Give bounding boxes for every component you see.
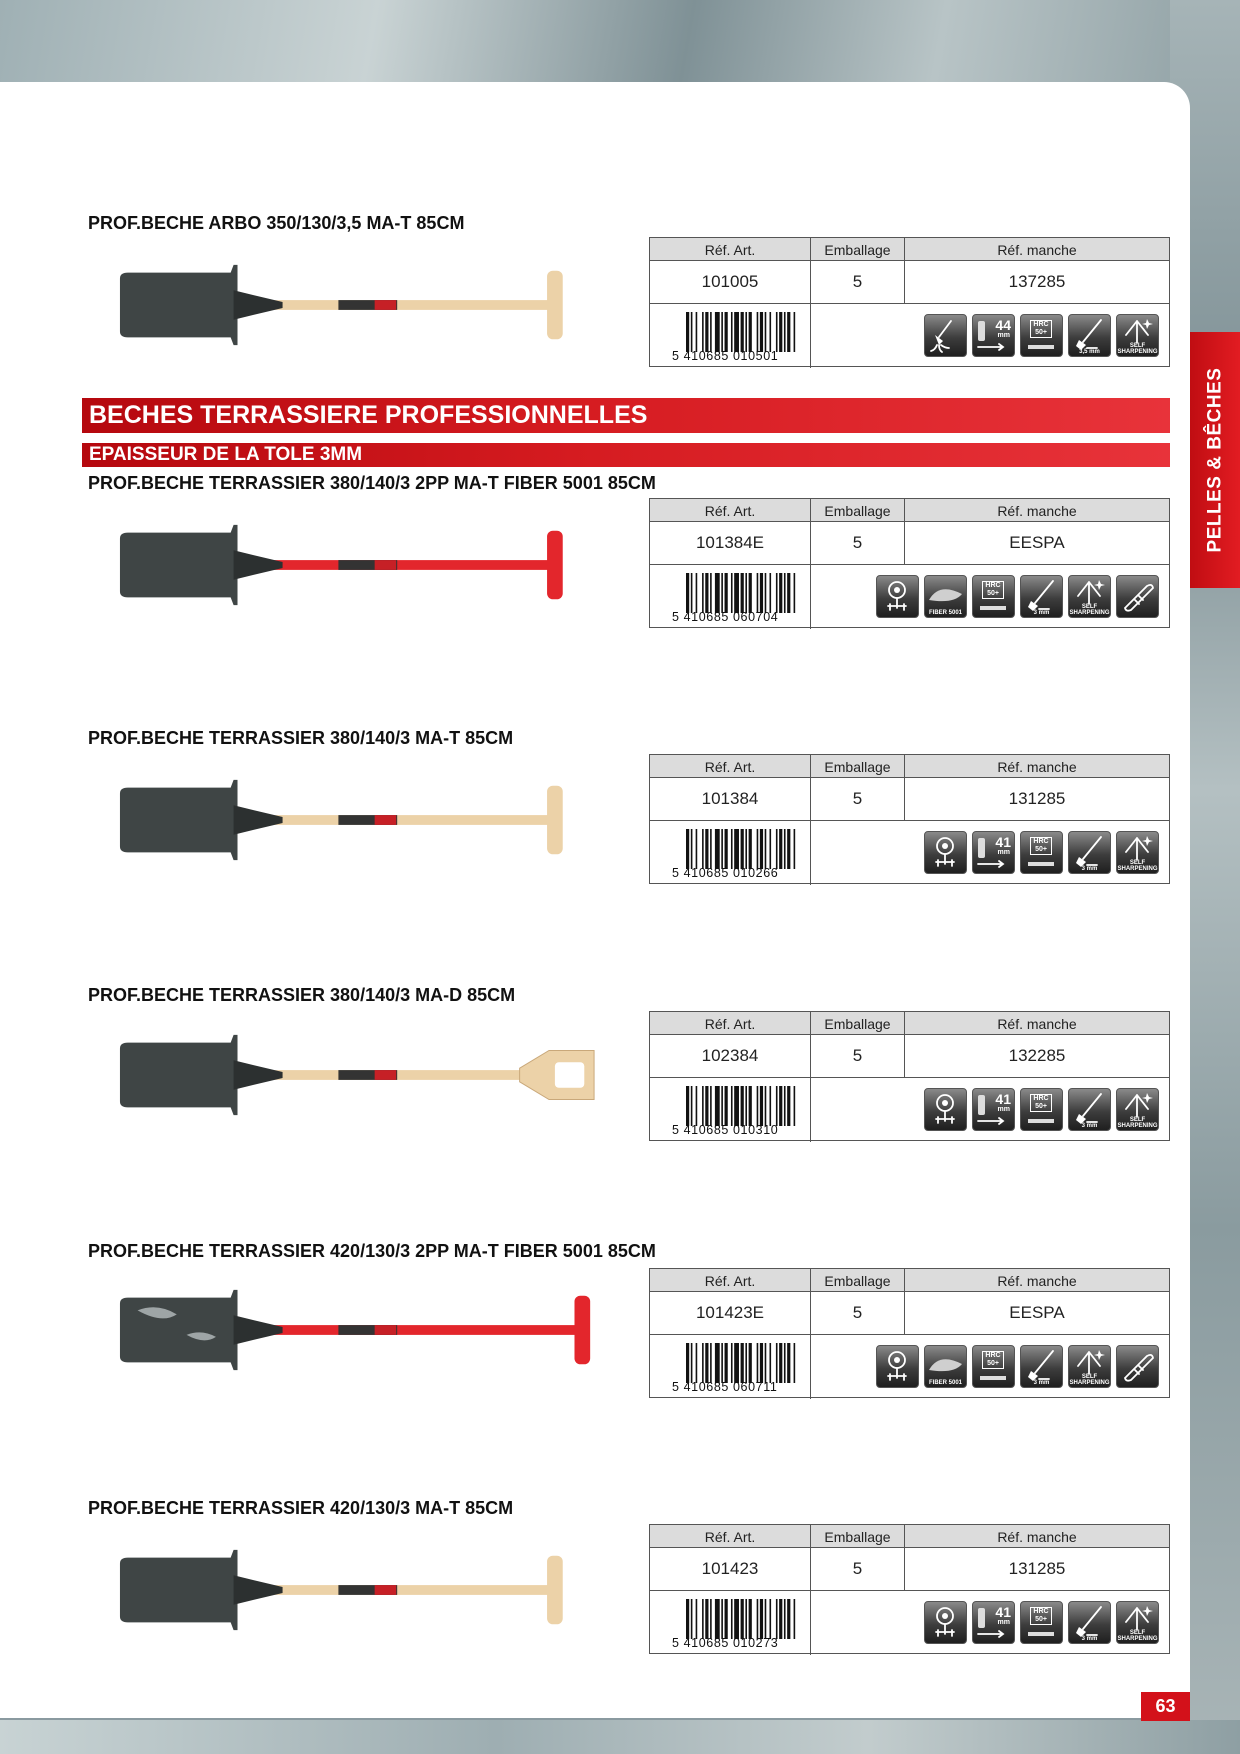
page-number: 63 <box>1141 1692 1190 1721</box>
table-divider <box>650 1077 1169 1078</box>
barcode <box>672 573 804 625</box>
hrc-hardness-icon <box>1020 1601 1063 1644</box>
header-emballage: Emballage <box>824 1015 891 1032</box>
hrc-label: HRC 50+ <box>1030 1094 1052 1112</box>
feature-icons <box>924 314 1159 358</box>
spade-image <box>118 775 598 865</box>
header-emballage: Emballage <box>824 1272 891 1289</box>
section-title: BECHES TERRASSIERE PROFESSIONNELLES <box>82 398 1170 433</box>
barcode <box>672 1086 804 1138</box>
header-ref-art: Réf. Art. <box>704 502 756 519</box>
spade-image <box>118 1030 598 1120</box>
ref-manche-value: 137285 <box>1008 272 1066 291</box>
ref-manche-value: EESPA <box>1009 533 1065 552</box>
icon-value: 41 <box>995 834 1011 850</box>
barcode <box>672 1599 804 1651</box>
product-spec-table <box>649 1524 1170 1654</box>
barcode-number: 5 410685 010273 <box>672 1636 779 1650</box>
header-emballage: Emballage <box>824 758 891 775</box>
barcode <box>672 829 804 881</box>
fiber-5001-icon <box>924 1345 967 1388</box>
table-divider <box>650 820 1169 821</box>
product-title: PROF.BECHE TERRASSIER 420/130/3 2PP MA-T FIBER 5001 85CM <box>88 1241 656 1261</box>
ref-manche-value: EESPA <box>1009 1303 1065 1322</box>
table-divider <box>650 564 1169 565</box>
icon-unit: mm <box>997 332 1010 339</box>
icon-caption: 3,5 mm <box>1079 349 1100 355</box>
table-divider <box>650 1334 1169 1335</box>
side-tab-label: PELLES & BÊCHES <box>1204 367 1225 553</box>
header-ref-art: Réf. Art. <box>704 1528 756 1545</box>
table-divider <box>904 238 905 303</box>
grip-icon <box>1116 575 1159 618</box>
shaft-diameter-icon <box>972 1088 1015 1131</box>
icon-value: 44 <box>995 317 1011 333</box>
ref-manche-value: 131285 <box>1008 1559 1066 1578</box>
blade-thickness-icon <box>1068 1088 1111 1131</box>
side-tab[interactable] <box>1190 332 1240 588</box>
ref-art-value: 101005 <box>701 272 759 291</box>
icon-caption: SELF SHARPENING <box>1117 1117 1158 1129</box>
blade-thickness-icon <box>1068 1601 1111 1644</box>
feature-icons <box>924 831 1159 875</box>
hrc-hardness-icon <box>972 1345 1015 1388</box>
icon-caption: SELF SHARPENING <box>1117 343 1158 355</box>
feature-icons <box>876 1345 1159 1389</box>
table-divider <box>904 499 905 564</box>
ref-art-value: 101384 <box>701 789 759 808</box>
icon-caption: SELF SHARPENING <box>1069 1374 1110 1386</box>
self-sharpening-icon <box>1116 1601 1159 1644</box>
hrc-label: HRC 50+ <box>1030 320 1052 338</box>
self-sharpening-icon <box>1116 831 1159 874</box>
root-cutting-icon <box>924 314 967 357</box>
header-ref-art: Réf. Art. <box>704 758 756 775</box>
blade-thickness-icon <box>1068 314 1111 357</box>
fiber-5001-icon <box>924 575 967 618</box>
self-sharpening-icon <box>1068 1345 1111 1388</box>
barcode-number: 5 410685 010501 <box>672 349 779 363</box>
tough-soil-icon <box>924 831 967 874</box>
table-divider <box>650 303 1169 304</box>
product-title: PROF.BECHE TERRASSIER 380/140/3 MA-D 85CM <box>88 985 516 1005</box>
hrc-hardness-icon <box>972 575 1015 618</box>
header-ref-manche: Réf. manche <box>997 241 1077 258</box>
self-sharpening-icon <box>1116 1088 1159 1131</box>
table-divider <box>904 1012 905 1077</box>
shaft-diameter-icon <box>972 831 1015 874</box>
table-divider <box>904 1269 905 1334</box>
barcode-number: 5 410685 010266 <box>672 866 779 880</box>
emballage-value: 5 <box>852 1559 863 1578</box>
product-title: PROF.BECHE TERRASSIER 380/140/3 MA-T 85CM <box>88 728 514 748</box>
emballage-value: 5 <box>852 272 863 291</box>
emballage-value: 5 <box>852 1046 863 1065</box>
shaft-diameter-icon <box>972 314 1015 357</box>
blade-thickness-icon <box>1020 575 1063 618</box>
background-bottom <box>0 1720 1240 1754</box>
icon-caption: SELF SHARPENING <box>1069 604 1110 616</box>
icon-caption: FIBER 5001 <box>928 610 962 616</box>
tough-soil-icon <box>924 1601 967 1644</box>
hrc-hardness-icon <box>1020 314 1063 357</box>
tough-soil-icon <box>876 1345 919 1388</box>
barcode <box>672 312 804 364</box>
blade-thickness-icon <box>1020 1345 1063 1388</box>
header-ref-art: Réf. Art. <box>704 1015 756 1032</box>
barcode <box>672 1343 804 1395</box>
icon-caption: 3 mm <box>1081 1123 1098 1129</box>
header-ref-manche: Réf. manche <box>997 758 1077 775</box>
barcode-number: 5 410685 060711 <box>672 1380 778 1394</box>
shaft-diameter-icon <box>972 1601 1015 1644</box>
feature-icons <box>924 1601 1159 1645</box>
feature-icons <box>876 575 1159 619</box>
spade-image <box>118 1545 598 1635</box>
icon-caption: 3 mm <box>1033 1380 1050 1386</box>
table-divider <box>904 1525 905 1590</box>
header-emballage: Emballage <box>824 1528 891 1545</box>
barcode-number: 5 410685 010310 <box>672 1123 779 1137</box>
icon-caption: 3 mm <box>1081 1636 1098 1642</box>
hrc-label: HRC 50+ <box>982 1351 1004 1369</box>
tough-soil-icon <box>876 575 919 618</box>
hrc-label: HRC 50+ <box>1030 837 1052 855</box>
emballage-value: 5 <box>852 533 863 552</box>
icon-caption: 3 mm <box>1033 610 1050 616</box>
self-sharpening-icon <box>1116 314 1159 357</box>
icon-caption: 3 mm <box>1081 866 1098 872</box>
hrc-label: HRC 50+ <box>982 581 1004 599</box>
hrc-label: HRC 50+ <box>1030 1607 1052 1625</box>
tough-soil-icon <box>924 1088 967 1131</box>
grip-icon <box>1116 1345 1159 1388</box>
product-title: PROF.BECHE ARBO 350/130/3,5 MA-T 85CM <box>88 213 465 233</box>
icon-value: 41 <box>995 1604 1011 1620</box>
ref-manche-value: 131285 <box>1008 789 1066 808</box>
header-ref-art: Réf. Art. <box>704 1272 756 1289</box>
icon-unit: mm <box>997 1619 1010 1626</box>
spade-image <box>118 260 598 350</box>
header-ref-manche: Réf. manche <box>997 1528 1077 1545</box>
header-emballage: Emballage <box>824 502 891 519</box>
product-title: PROF.BECHE TERRASSIER 420/130/3 MA-T 85CM <box>88 1498 514 1518</box>
spade-image <box>118 520 598 610</box>
hrc-hardness-icon <box>1020 831 1063 874</box>
ref-art-value: 101423E <box>695 1303 765 1322</box>
section-subtitle: EPAISSEUR DE LA TOLE 3MM <box>82 443 1170 467</box>
hrc-hardness-icon <box>1020 1088 1063 1131</box>
header-ref-manche: Réf. manche <box>997 1272 1077 1289</box>
icon-caption: SELF SHARPENING <box>1117 1630 1158 1642</box>
ref-art-value: 101423 <box>701 1559 759 1578</box>
icon-caption: SELF SHARPENING <box>1117 860 1158 872</box>
header-ref-art: Réf. Art. <box>704 241 756 258</box>
product-spec-table <box>649 1268 1170 1398</box>
header-ref-manche: Réf. manche <box>997 1015 1077 1032</box>
table-divider <box>904 755 905 820</box>
icon-unit: mm <box>997 849 1010 856</box>
product-spec-table <box>649 754 1170 884</box>
spade-image <box>118 1285 598 1375</box>
table-divider <box>650 1590 1169 1591</box>
ref-art-value: 102384 <box>701 1046 759 1065</box>
emballage-value: 5 <box>852 789 863 808</box>
header-emballage: Emballage <box>824 241 891 258</box>
icon-caption: FIBER 5001 <box>928 1380 962 1386</box>
blade-thickness-icon <box>1068 831 1111 874</box>
product-spec-table <box>649 498 1170 628</box>
icon-value: 41 <box>995 1091 1011 1107</box>
barcode-number: 5 410685 060704 <box>672 610 779 624</box>
header-ref-manche: Réf. manche <box>997 502 1077 519</box>
feature-icons <box>924 1088 1159 1132</box>
self-sharpening-icon <box>1068 575 1111 618</box>
ref-manche-value: 132285 <box>1008 1046 1066 1065</box>
product-spec-table <box>649 237 1170 367</box>
product-spec-table <box>649 1011 1170 1141</box>
product-title: PROF.BECHE TERRASSIER 380/140/3 2PP MA-T FIBER 5001 85CM <box>88 473 656 493</box>
ref-art-value: 101384E <box>695 533 765 552</box>
emballage-value: 5 <box>852 1303 863 1322</box>
icon-unit: mm <box>997 1106 1010 1113</box>
